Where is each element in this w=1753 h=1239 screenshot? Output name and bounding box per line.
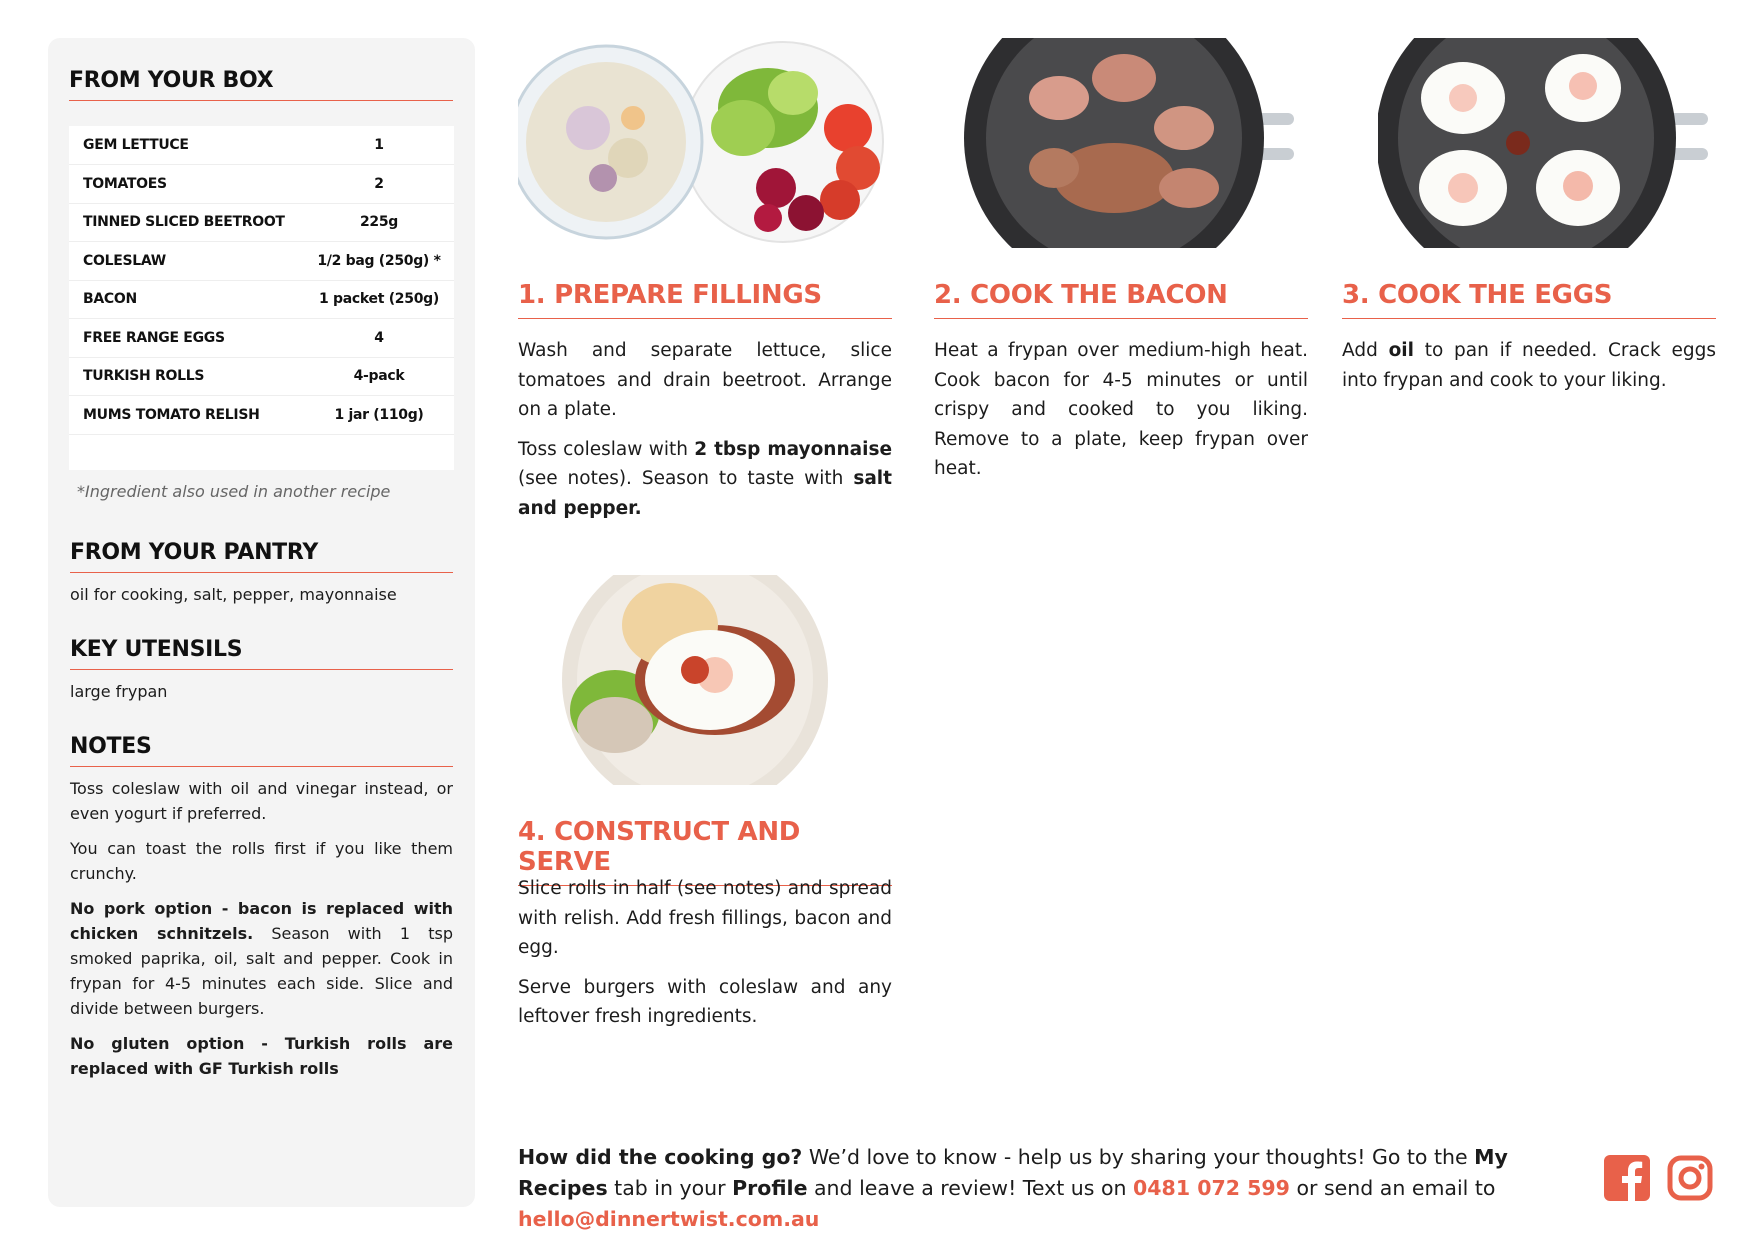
table-row (69, 203, 454, 242)
ingredient-qty: 1/2 bag (250g) * (317, 252, 441, 269)
pantry-title: FROM YOUR PANTRY (70, 540, 453, 573)
email-link[interactable]: hello@dinnertwist.com.au (518, 1207, 820, 1231)
step3-body (1342, 336, 1716, 405)
text: Toss coleslaw with (518, 438, 695, 460)
step4-title: 4. CONSTRUCT AND SERVE (518, 817, 892, 886)
table-row (69, 126, 454, 165)
note-text: Season with 1 tsp smoked paprika, oil, salt and pepper. Cook in frypan for 4-5 minutes each side. Slice and divide between burgers. (70, 924, 453, 1018)
step4-body (518, 874, 892, 1042)
note-bold: No gluten option - Turkish rolls are replaced with GF Turkish rolls (70, 1034, 453, 1078)
ingredient-qty: 4-pack (353, 368, 405, 385)
footer-text: and leave a review! Text us on (807, 1176, 1134, 1200)
step2-photo (964, 38, 1294, 248)
step2-paragraph: Heat a frypan over medium-high heat. Cook bacon for 4-5 minutes or until crispy and cooked to you liking. Remove to a plate, keep frypan over heat. (934, 340, 1308, 479)
facebook-icon[interactable] (1604, 1155, 1650, 1201)
step1-body (518, 336, 892, 533)
ingredient-name: MUMS TOMATO RELISH (83, 406, 260, 423)
text: Add (1342, 340, 1389, 361)
notes-title: NOTES (70, 734, 453, 767)
feedback-footer (518, 1142, 1588, 1235)
text: (see notes). Season to taste with (518, 468, 854, 489)
table-row (69, 396, 454, 435)
ingredients-table (69, 126, 454, 470)
ingredient-qty: 1 jar (110g) (334, 406, 424, 423)
step1-paragraph: Wash and separate lettuce, slice tomatoes and drain beetroot. Arrange on a plate. (518, 340, 892, 420)
ingredient-qty: 2 (374, 175, 384, 192)
step3-title: 3. COOK THE EGGS (1342, 280, 1716, 319)
note-paragraph: You can toast the rolls first if you like them crunchy. (70, 839, 453, 883)
footer-text: tab in your (607, 1176, 733, 1200)
step2-title: 2. COOK THE BACON (934, 280, 1308, 319)
ingredient-name: FREE RANGE EGGS (83, 329, 225, 346)
footer-text: or send an email to (1289, 1176, 1496, 1200)
footer-profile: Profile (732, 1176, 808, 1200)
table-row (69, 242, 454, 281)
utensils-text: large frypan (70, 682, 168, 701)
step3-photo (1378, 38, 1708, 248)
step3-paragraph (1342, 336, 1716, 395)
text: to pan if needed. Crack eggs into frypan and cook to your liking. (1342, 340, 1716, 391)
table-row (69, 165, 454, 204)
footer-question: How did the cooking go? (518, 1145, 803, 1169)
step1-photo (518, 38, 890, 248)
ingredient-name: COLESLAW (83, 252, 166, 269)
step2-body (934, 336, 1308, 494)
pantry-text: oil for cooking, salt, pepper, mayonnaise (70, 585, 397, 604)
ingredient-name: GEM LETTUCE (83, 137, 189, 153)
table-row (69, 319, 454, 358)
table-row (69, 357, 454, 396)
phone-link[interactable]: 0481 072 599 (1133, 1176, 1290, 1200)
bold-text: salt and pepper. (518, 468, 892, 519)
table-row-empty (69, 434, 454, 470)
step1-paragraph (518, 435, 892, 524)
step4-paragraph: Serve burgers with coleslaw and any leftover fresh ingredients. (518, 976, 892, 1027)
footer-my-recipes: My Recipes (518, 1145, 1508, 1200)
footer-text: We’d love to know - help us by sharing your thoughts! Go to the (802, 1145, 1475, 1169)
note-bold: No pork option - bacon is replaced with chicken schnitzels. (70, 899, 453, 943)
sidebar (48, 38, 475, 1207)
ingredient-qty: 1 (374, 137, 384, 153)
bold-text: oil (1388, 340, 1414, 361)
note-paragraph (70, 896, 453, 1021)
instagram-icon[interactable] (1667, 1155, 1713, 1201)
utensils-title: KEY UTENSILS (70, 637, 453, 670)
ingredient-qty: 225g (359, 214, 399, 231)
ingredient-qty: 1 packet (250g) (319, 291, 439, 308)
ingredient-name: TINNED SLICED BEETROOT (83, 214, 285, 231)
bold-text: 2 tbsp mayonnaise (694, 438, 893, 460)
table-row (69, 280, 454, 319)
from-box-title: FROM YOUR BOX (69, 68, 453, 101)
step1-title: 1. PREPARE FILLINGS (518, 280, 892, 319)
notes-body (70, 776, 453, 1091)
step4-photo (560, 575, 830, 785)
ingredient-name: TURKISH ROLLS (83, 368, 205, 385)
ingredient-name: TOMATOES (83, 175, 167, 192)
ingredient-qty: 4 (374, 329, 384, 346)
ingredient-note: *Ingredient also used in another recipe (77, 482, 391, 501)
note-paragraph (70, 1031, 453, 1081)
note-paragraph: Toss coleslaw with oil and vinegar instead, or even yogurt if preferred. (70, 779, 453, 823)
ingredient-name: BACON (83, 291, 137, 308)
step4-paragraph: Slice rolls in half (see notes) and spread with relish. Add fresh fillings, bacon and egg. (518, 878, 892, 958)
